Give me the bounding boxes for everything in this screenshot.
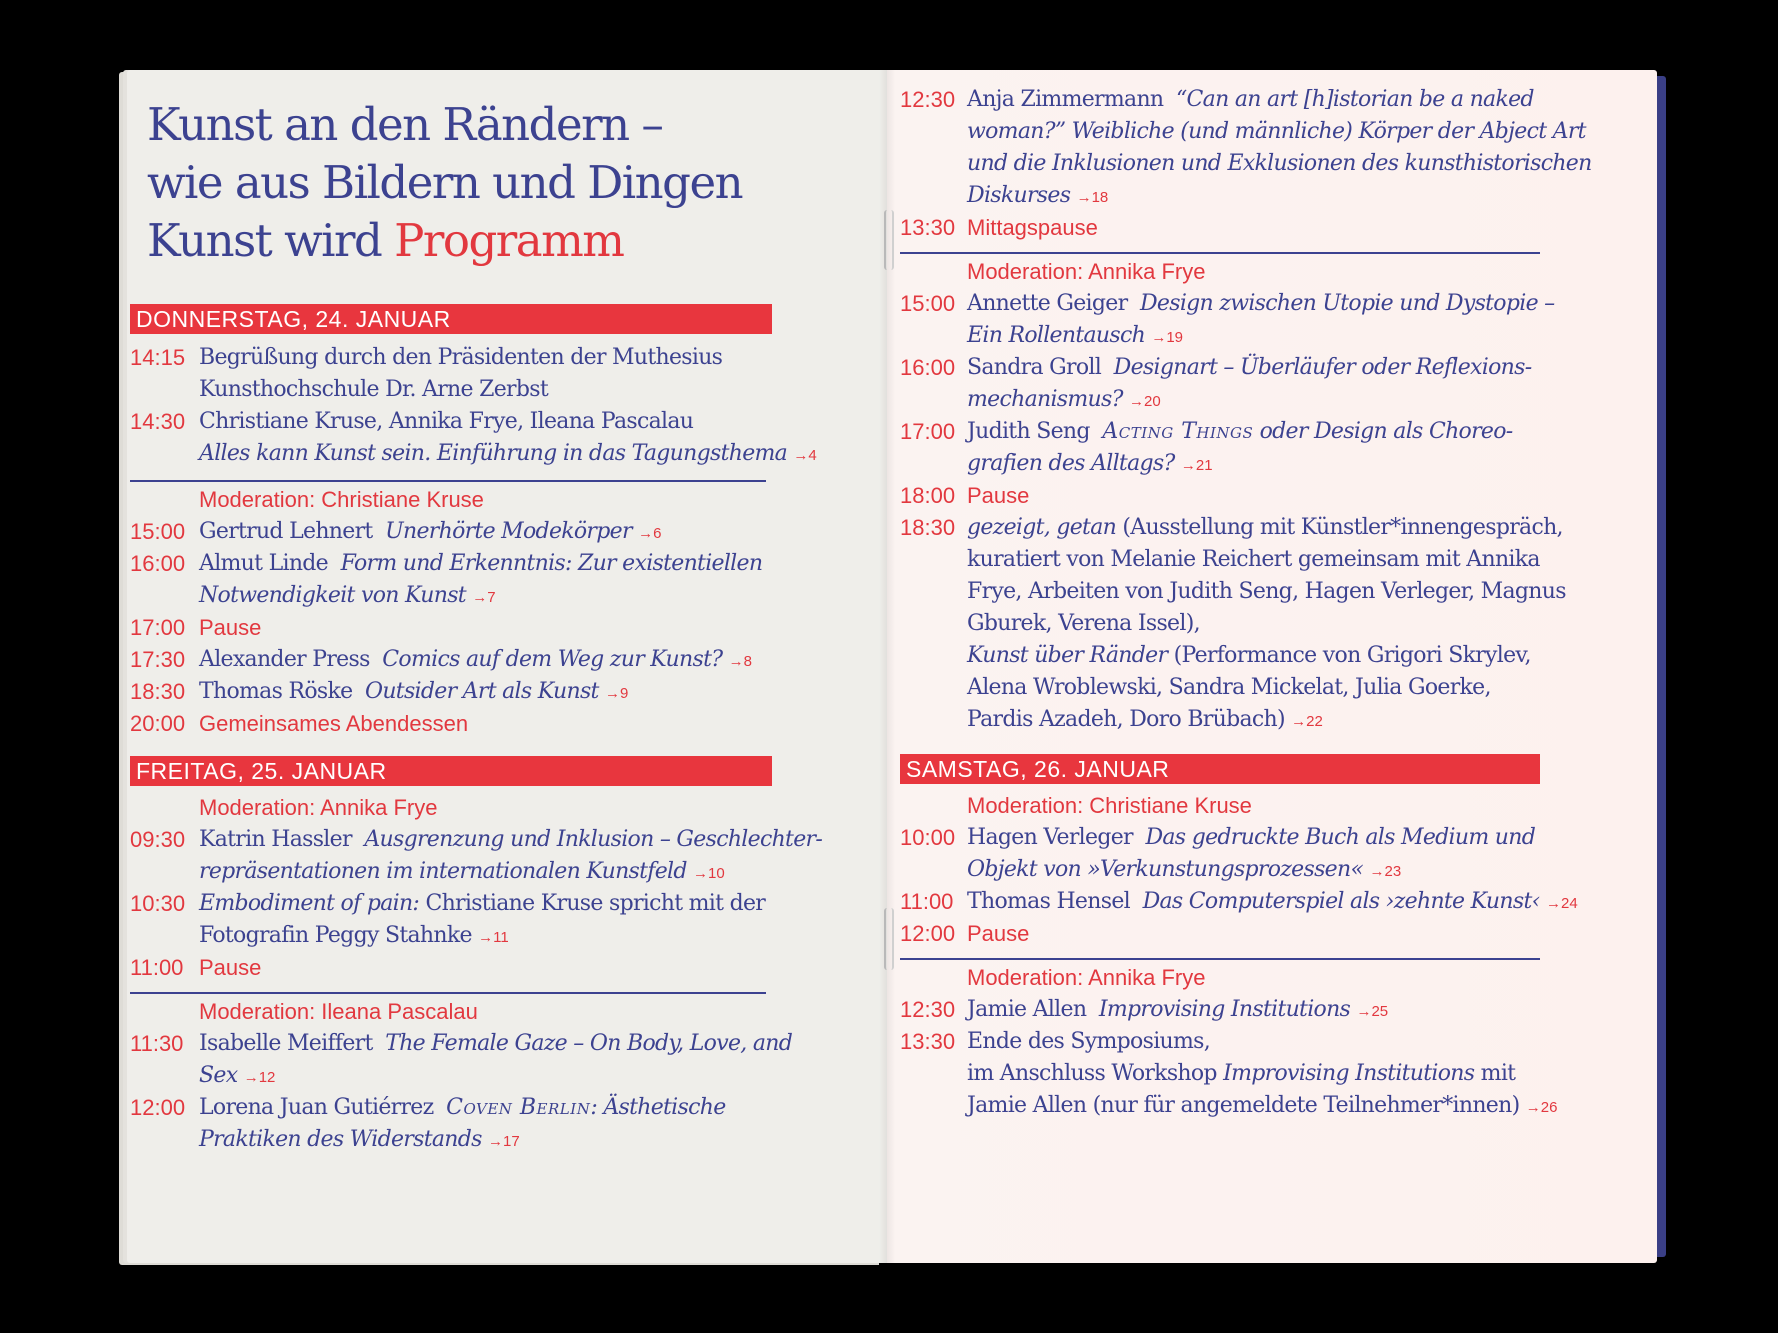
time: 16:00 [130,551,186,576]
session-text [967,116,1586,148]
session-text [967,1058,1515,1090]
right-page [887,70,1657,1263]
session-title: Unerhörte Modekörper [385,519,632,544]
speaker-name: Sandra Groll [967,355,1102,380]
brochure-spread [127,70,1657,1263]
break-label: Pause [967,483,1030,508]
divider [900,252,1540,254]
time: 11:00 [900,889,954,914]
session-text: Christiane Kruse, Annika Frye, Ileana Pascalau [199,409,694,434]
session-text [199,1124,520,1158]
title-line-3: Kunst wird [147,214,395,267]
break-label: Pause [967,921,1030,946]
page-ref: →21 [1180,457,1213,474]
session-title [199,438,817,472]
speaker-name: Katrin Hassler [199,827,352,852]
session-title: Ausgrenzung und Inklusion – Geschlechter- [364,827,823,852]
session-title: Diskurses [967,183,1071,208]
day-header-friday: FREITAG, 25. JANUAR [130,756,772,786]
session-title: Praktiken des Widerstands [199,1127,482,1152]
session-desc: Christiane Kruse spricht mit der [419,891,766,916]
work-title: Acting Things [1102,419,1254,444]
speaker-name: Annette Geiger [967,291,1128,316]
page-ref: →7 [472,589,496,606]
page-ref: →20 [1129,393,1161,410]
event-desc: (Performance von Grigori Skrylev, [1167,643,1531,668]
time: 09:30 [130,827,186,852]
time: 18:30 [130,679,186,704]
session-text [967,1090,1557,1124]
page-ref: →25 [1356,1003,1389,1020]
speaker-name: Gertrud Lehnert [199,519,373,544]
speaker-name: Isabelle Meiffert [199,1031,373,1056]
time: 15:00 [130,519,186,544]
session-title: mechanismus? [967,387,1123,412]
session-title: Embodiment of pain: [199,891,420,916]
moderation-label: Moderation: Annika Frye [967,965,1206,990]
session-text [967,180,1108,214]
break-label: Pause [199,955,262,980]
session-text [199,888,765,920]
moderation-label: Moderation: Annika Frye [967,259,1206,284]
time: 13:30 [900,1029,956,1054]
time: 17:00 [130,615,186,640]
page-ref: →11 [478,929,509,946]
session-desc: Jamie Allen (nur für angemeldete Teilnehmer*innen) [967,1093,1520,1118]
session-title: Notwendigkeit von Kunst [199,583,466,608]
session-title: Design zwischen Utopie und Dystopie – [1139,291,1555,316]
page-ref: →26 [1525,1099,1558,1116]
page-ref: →22 [1291,713,1323,730]
speaker-name: Jamie Allen [967,997,1087,1022]
speaker-name: Judith Seng [967,419,1090,444]
session-title: Improvising Institutions [1098,997,1351,1022]
session-title: Comics auf dem Weg zur Kunst? [382,647,723,672]
session-text [199,580,496,614]
page-ref: →17 [488,1133,520,1150]
page-ref: →8 [728,653,752,670]
session-text [199,1060,275,1094]
speaker-name: Anja Zimmermann [967,87,1164,112]
page-ref: →10 [693,865,725,882]
session-title: Ein Rollentausch [967,323,1146,348]
session-desc: im Anschluss Workshop [967,1061,1224,1086]
time: 12:30 [900,997,956,1022]
speaker-name: Almut Linde [199,551,329,576]
speaker-name: Thomas Hensel [967,889,1130,914]
page-ref: →19 [1151,329,1184,346]
time: 10:30 [130,891,186,916]
session-text [199,516,661,550]
session-text [199,856,725,890]
session-text [967,352,1531,384]
time: 17:00 [900,419,956,444]
time: 11:30 [130,1031,184,1056]
session-text [967,640,1531,672]
time: 12:30 [900,87,956,112]
time: 14:15 [130,345,186,370]
session-text [199,824,822,856]
session-text [967,886,1578,920]
moderation-label: Moderation: Christiane Kruse [199,487,484,512]
time: 18:30 [900,515,956,540]
time: 14:30 [130,409,186,434]
time: 20:00 [130,711,186,736]
page-ref: →23 [1369,863,1402,880]
session-title: Sex [199,1063,238,1088]
session-text [199,1092,726,1124]
session-text [199,676,628,710]
break-label: Pause [199,615,262,640]
session-desc: Fotografin Peggy Stahnke [199,923,472,948]
time: 12:00 [900,921,956,946]
session-title: : Ästhetische [590,1095,726,1120]
time: 16:00 [900,355,956,380]
session-text [199,548,762,580]
session-text: Frye, Arbeiten von Judith Seng, Hagen Verleger, Magnus [967,579,1566,604]
session-text [967,448,1213,482]
page-title [147,96,742,270]
speaker-name: Thomas Röske [199,679,353,704]
session-title: repräsentationen im internationalen Kunstfeld [199,859,687,884]
event-title: gezeigt, getan [967,515,1117,540]
divider [900,958,1540,960]
event-desc: (Ausstellung mit Künstler*innengespräch, [1116,515,1563,540]
left-page [127,70,887,1263]
page-ref: →9 [604,685,629,702]
session-text [967,854,1401,888]
break-label: Mittagspause [967,215,1098,240]
title-line-1: Kunst an den Rändern – [147,98,663,151]
event-label: Gemeinsames Abendessen [199,711,469,736]
event-desc: Pardis Azadeh, Doro Brübach) [967,707,1285,732]
session-text [967,84,1534,116]
session-text: Alena Wroblewski, Sandra Mickelat, Julia Goerke, [967,675,1491,700]
time: 17:30 [130,647,186,672]
page-edge [1657,76,1666,1257]
session-title: Outsider Art als Kunst [365,679,599,704]
session-text [967,384,1161,418]
session-text [967,320,1183,354]
speaker-name: Alexander Press [199,647,370,672]
session-text: kuratiert von Melanie Reichert gemeinsam mit Annika [967,547,1540,572]
moderation-label: Moderation: Annika Frye [199,795,438,820]
session-title: grafien des Alltags? [967,451,1175,476]
session-title: Das gedruckte Buch als Medium und [1145,825,1536,850]
session-title: Objekt von »Verkunstungsprozessen« [967,857,1364,882]
session-text: Ende des Symposiums, [967,1029,1211,1054]
session-text [967,288,1554,320]
session-text: Begrüßung durch den Präsidenten der Muthesius [199,345,723,370]
session-text [199,644,752,678]
time: 18:00 [900,483,956,508]
session-text [967,416,1513,448]
title-highlight: Programm [394,214,624,267]
session-text [967,822,1535,854]
title-line-2: wie aus Bildern und Dingen [147,156,743,209]
session-desc: mit [1474,1061,1516,1086]
session-text: Gburek, Verena Issel), [967,611,1200,636]
page-ref: →24 [1545,895,1578,912]
session-text [967,512,1563,544]
page-ref: →12 [243,1069,276,1086]
session-title: woman?” Weibliche (und männliche) Körper der Abject Art [967,119,1586,144]
moderation-label: Moderation: Christiane Kruse [967,793,1252,818]
time: 13:30 [900,215,956,240]
session-text [199,1028,792,1060]
time: 15:00 [900,291,956,316]
session-title: oder Design als Choreo- [1253,419,1513,444]
session-text: Kunsthochschule Dr. Arne Zerbst [199,377,548,402]
moderation-label: Moderation: Ileana Pascalau [199,999,478,1024]
time: 12:00 [130,1095,186,1120]
staple [884,908,894,970]
event-title: Kunst über Ränder [967,643,1168,668]
speaker-name: Lorena Juan Gutiérrez [199,1095,434,1120]
page-ref: →4 [793,447,817,464]
session-title: Das Computerspiel als ›zehnte Kunst‹ [1142,889,1540,914]
session-title-text: Alles kann Kunst sein. Einführung in das Tagungsthema [199,441,788,466]
time: 10:00 [900,825,956,850]
session-title: “Can an art [h]istorian be a naked [1175,87,1534,112]
staple [884,210,894,270]
session-text [199,920,509,954]
day-header-thursday: DONNERSTAG, 24. JANUAR [130,304,772,334]
session-title: The Female Gaze – On Body, Love, and [385,1031,793,1056]
speaker-name: Hagen Verleger [967,825,1133,850]
session-text [967,704,1323,738]
session-title: Form und Erkenntnis: Zur existentiellen [340,551,763,576]
session-title: Designart – Überläufer oder Reflexions- [1113,355,1532,380]
time: 11:00 [130,955,184,980]
divider [130,992,766,994]
session-title: und die Inklusionen und Exklusionen des kunsthistorischen [967,151,1592,176]
group-name: Coven Berlin [446,1095,591,1120]
workshop-title: Improvising Institutions [1223,1061,1475,1086]
divider [130,480,766,482]
session-text [967,994,1388,1028]
page-ref: →18 [1076,189,1109,206]
day-header-saturday: SAMSTAG, 26. JANUAR [900,754,1540,784]
page-ref: →6 [638,525,662,542]
session-text [967,148,1592,180]
